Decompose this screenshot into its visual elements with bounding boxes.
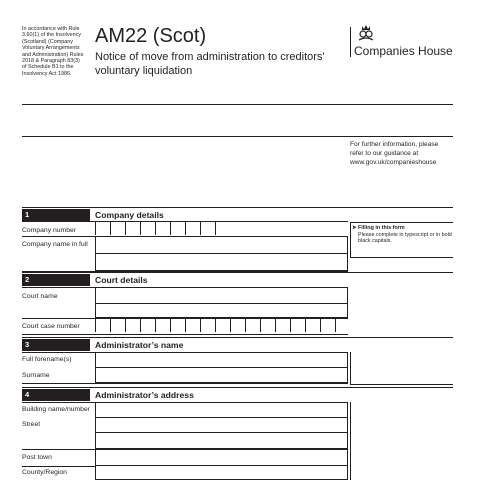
street-input-1[interactable] [95, 418, 348, 433]
section-2-title: Court details [95, 275, 148, 285]
further-info-text: For further information, please refer to our guidance at www.gov.uk/companieshouse [350, 141, 439, 166]
section-3-number: 3 [22, 339, 90, 351]
surname-label: Surname [22, 372, 50, 379]
guidance-title: Filling in this form [358, 225, 405, 231]
form-code: AM22 (Scot) [95, 25, 207, 47]
row-rule [22, 383, 348, 384]
company-number-label: Company number [22, 227, 77, 234]
header-rule [22, 104, 453, 105]
section-4-number: 4 [22, 389, 90, 401]
legal-reference-note: In accordance with Rule 3.60(1) of the Insolvency (Scotland) (Company Voluntary Arrangements and Administration) Rules 2018 & Paragraph 83(3) of Schedule B1 to the Insolvency Act 1986. [22, 26, 84, 77]
company-name-input-1[interactable] [95, 237, 348, 254]
section-1-rule [22, 207, 453, 208]
court-name-label: Court name [22, 293, 58, 300]
logo-divider [350, 27, 351, 57]
form-title: Notice of move from administration to creditors' voluntary liquidation [95, 51, 325, 77]
forenames-input[interactable] [95, 353, 348, 368]
row-rule [22, 334, 348, 335]
row-rule [22, 466, 95, 467]
company-name-input-2[interactable] [95, 254, 348, 271]
section-3-side-box [350, 352, 453, 385]
address-rule [22, 136, 453, 137]
post-town-label: Post town [22, 454, 52, 461]
guidance-body: Please complete in typescript or in bold black capitals. [358, 232, 452, 245]
court-case-number-label: Court case number [22, 323, 80, 330]
section-3-rule [22, 337, 453, 338]
building-label: Building name/number [22, 406, 91, 413]
court-case-number-input[interactable] [95, 319, 350, 332]
section-4-rule [22, 387, 453, 388]
section-2-number: 2 [22, 274, 90, 286]
royal-crest-icon [356, 24, 376, 42]
county-label: County/Region [22, 469, 67, 476]
county-input[interactable] [95, 466, 348, 480]
section-2-rule [22, 272, 453, 273]
section-1-number: 1 [22, 209, 90, 221]
forenames-label: Full forename(s) [22, 356, 72, 363]
arrow-icon: ➤ [352, 225, 357, 231]
org-name: Companies House [354, 44, 453, 58]
street-input-2[interactable] [95, 433, 348, 449]
court-name-input-2[interactable] [95, 304, 348, 318]
post-town-input[interactable] [95, 450, 348, 466]
company-name-label: Company name in full [22, 241, 88, 248]
surname-input[interactable] [95, 368, 348, 383]
court-name-input-1[interactable] [95, 288, 348, 304]
street-label: Street [22, 421, 41, 428]
section-1-title: Company details [95, 210, 164, 220]
section-4-title: Administrator’s address [95, 390, 194, 400]
building-input[interactable] [95, 403, 348, 418]
company-number-input[interactable] [95, 222, 230, 235]
section-4-side-divider [350, 402, 351, 480]
section-3-title: Administrator’s name [95, 340, 184, 350]
